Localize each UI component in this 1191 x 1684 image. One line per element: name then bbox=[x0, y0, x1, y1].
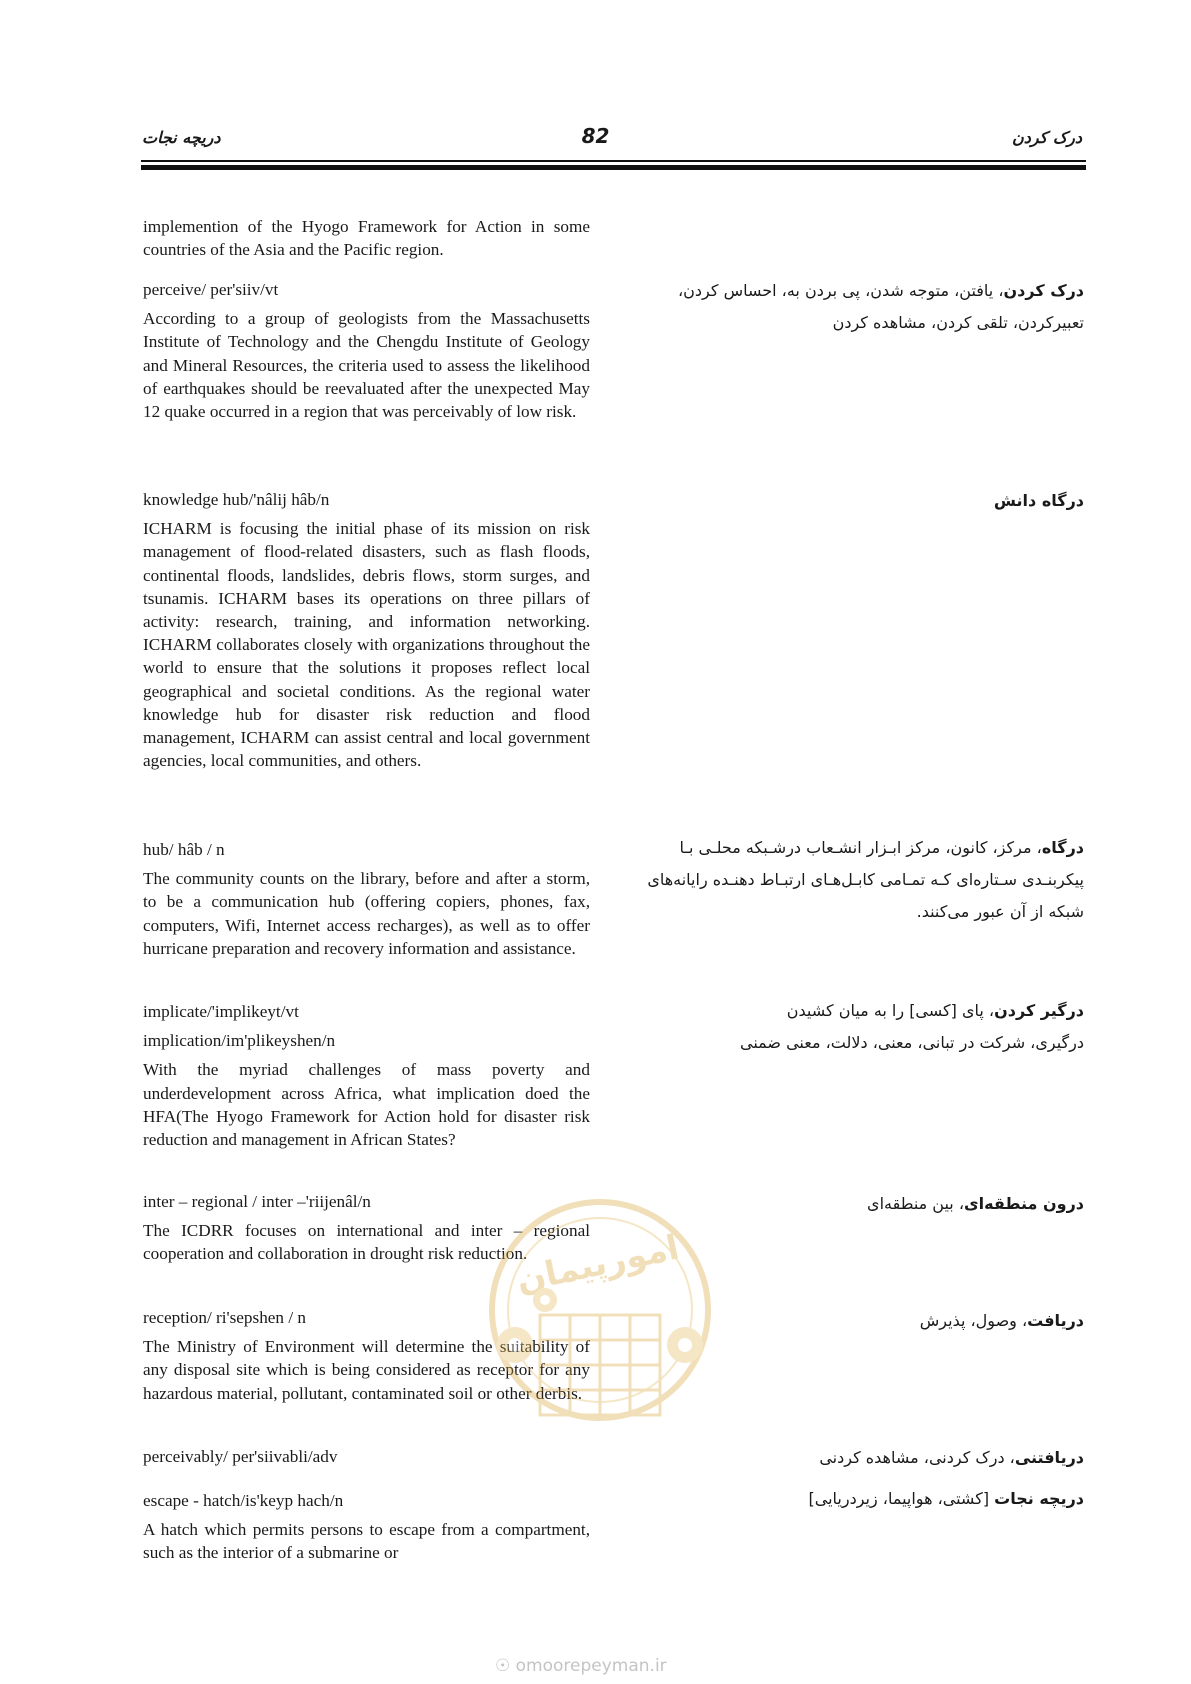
persian-headword: درگاه bbox=[1041, 838, 1084, 857]
entry-term: perceivably/ per'siivabli/adv bbox=[143, 1447, 338, 1466]
entry-paragraph: With the myriad challenges of mass poverty and underdevelopment across Africa, what implication doed the HFA(The Hyogo Framework for Action hold for disaster risk reduction and management in African States? bbox=[143, 1060, 590, 1150]
watermark-logo bbox=[485, 1195, 715, 1445]
persian-headword: دریافت bbox=[1027, 1311, 1084, 1330]
persian-entry-implicate bbox=[614, 995, 1084, 1059]
english-entry-perceive bbox=[143, 278, 590, 423]
entry-paragraph: The Ministry of Environment will determine the suitability of any disposal site which is being considered as receptor for any hazardous material, pollutant, contaminated soil or other derbis. bbox=[143, 1337, 590, 1403]
entry-paragraph: The community counts on the library, before and after a storm, to be a communication hub (offering copiers, phones, fax, computers, Wifi, Internet access recharges), as well as to offer hurricane preparation and recovery information and assistance. bbox=[143, 869, 590, 958]
persian-headword: درگاه دانش bbox=[993, 491, 1084, 510]
watermark-url: ☉ omoorepeyman.ir bbox=[495, 1656, 667, 1676]
entry-paragraph: ICHARM is focusing the initial phase of its mission on risk management of flood-related disasters, such as flash floods, continental floods, landslides, debris flows, storm surges, and tsunamis. ICHARM bases its operations on three pillars of activity: research, training, and information networking. ICHARM collaborates closely with organizations throughout the world to ensure that the solutions it proposes reflect local geographical and societal conditions. As the regional water knowledge hub for disaster risk reduction and flood management, ICHARM can assist central and local government agencies, local communities, and others. bbox=[143, 519, 590, 771]
persian-entry-perceivably bbox=[614, 1442, 1084, 1474]
persian-headword: درک کردن bbox=[1003, 281, 1084, 300]
persian-entry-perceive bbox=[614, 275, 1084, 339]
english-entry-implicate bbox=[143, 1000, 590, 1151]
entry-term: perceive/ per'siiv/vt bbox=[143, 280, 279, 299]
persian-headword: درون منطقه‌ای bbox=[964, 1194, 1084, 1213]
persian-entry-knowledge-hub bbox=[614, 485, 1084, 517]
entry-term: hub/ hâb / n bbox=[143, 840, 225, 859]
english-entry-escape-hatch bbox=[143, 1489, 590, 1565]
entry-paragraph: According to a group of geologists from the Massachusetts Institute of Technology and the Chengdu Institute of Geology and Mineral Resources, the criteria used to assess the likelihood of earthquakes should be reevaluated after the unexpected May 12 quake occurred in a region that was perceivably of low risk. bbox=[143, 309, 590, 422]
english-entry-hub bbox=[143, 838, 590, 960]
persian-definition: [کشتی، هواپیما، زیردریایی] bbox=[808, 1489, 995, 1508]
persian-entry-escape-hatch bbox=[614, 1483, 1084, 1515]
watermark-url-text: omoorepeyman.ir bbox=[515, 1656, 667, 1676]
english-entry-continuation bbox=[143, 215, 590, 261]
entry-paragraph: A hatch which permits persons to escape from a compartment, such as the interior of a submarine or bbox=[143, 1520, 590, 1563]
persian-definition-secondary: درگیری، شرکت در تبانی، معنی، دلالت، معنی ضمنی bbox=[739, 1033, 1084, 1052]
watermark-logo-text: امورپیمان bbox=[512, 1227, 683, 1301]
persian-definition: ، مرکز، کانون، مرکز ابـزار انشـعاب درشـبکه محلـی بـا پیکربنـدی سـتاره‌ای کـه تمـامی کابـل‌هـای ارتبـاط دهنـده رایانه‌های شبکه از آن عبور می‌کنند. bbox=[647, 838, 1084, 921]
entry-paragraph: The ICDRR focuses on international and inter – regional cooperation and collaboration in drought risk reduction. bbox=[143, 1221, 590, 1264]
persian-headword: درگیر کردن bbox=[994, 1001, 1084, 1020]
persian-definition: ، بین منطقه‌ای bbox=[867, 1194, 965, 1213]
running-header-right: درک کردن bbox=[1011, 128, 1082, 147]
persian-line bbox=[614, 995, 1084, 1027]
running-header-left: دریچه نجات bbox=[142, 128, 221, 147]
entry-term: inter – regional / inter –'riijenâl/n bbox=[143, 1192, 371, 1211]
entry-term: escape - hatch/is'keyp hach/n bbox=[143, 1491, 344, 1510]
persian-entry-hub bbox=[614, 832, 1084, 928]
entry-term: reception/ ri'sepshen / n bbox=[143, 1308, 306, 1327]
persian-definition: ، پای [کسی] را به میان کشیدن bbox=[786, 1001, 995, 1020]
persian-headword: دریافتنی bbox=[1014, 1448, 1084, 1467]
persian-definition: ، یافتن، متوجه شدن، پی بردن به، احساس کردن، تعبیرکردن، تلقی کردن، مشاهده کردن bbox=[678, 281, 1084, 332]
english-entry-knowledge-hub bbox=[143, 488, 590, 772]
header-rule-thin bbox=[141, 160, 1086, 162]
entry-paragraph: implemention of the Hyogo Framework for Action in some countries of the Asia and the Pacific region. bbox=[143, 217, 590, 260]
english-entry-perceivably bbox=[143, 1445, 590, 1474]
persian-headword: دریچه نجات bbox=[994, 1489, 1084, 1508]
header-rule-thick bbox=[141, 165, 1086, 170]
page-number: 82 bbox=[581, 124, 610, 148]
entry-term: knowledge hub/'nâlij hâb/n bbox=[143, 490, 330, 509]
entry-term-secondary: implication/im'plikeyshen/n bbox=[143, 1031, 336, 1051]
persian-definition: ، درک کردنی، مشاهده کردنی bbox=[819, 1448, 1015, 1467]
persian-definition: ، وصول، پذیرش bbox=[919, 1311, 1028, 1330]
entry-term: implicate/'implikeyt/vt bbox=[143, 1002, 299, 1021]
